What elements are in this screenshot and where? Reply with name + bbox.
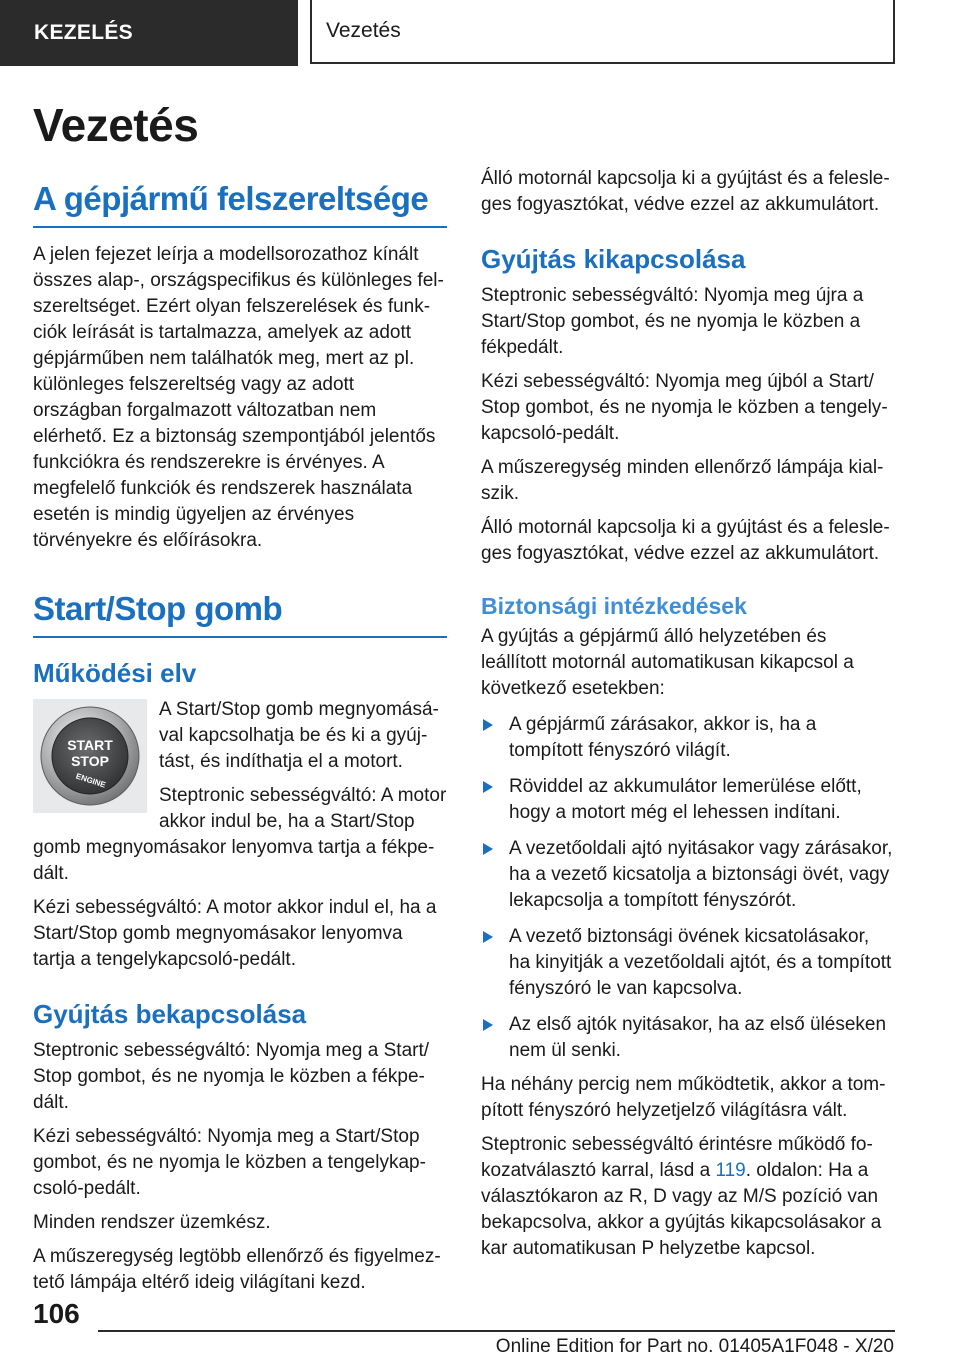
- list-item: A vezetőoldali ajtó nyitásakor vagy zárásakor, ha a vezető kicsatolja a biztonsági övét, vagy lekapcsolja a tompított fényszórót.: [481, 836, 895, 914]
- right-column: [481, 168, 895, 1262]
- edition-footer: Online Edition for Part no. 01405A1F048 - X/20: [495, 1336, 894, 1357]
- page-reference-link[interactable]: 119: [715, 1160, 746, 1181]
- paragraph-off-1: Steptronic sebességváltó: Nyomja meg újra a Start/Stop gombot, és ne nyomja le közben a fékpedált.: [481, 285, 864, 358]
- paragraph-off-4: Álló motornál kapcsolja ki a gyújtást és a felesleges fogyasztókat, védve ezzel az akkumulátort.: [481, 517, 890, 564]
- paragraph-principle-3: Kézi sebességváltó: A motor akkor indul el, ha a Start/Stop gomb megnyomásakor lenyomva tartja a tengelykapcsoló-pedált.: [33, 897, 437, 970]
- left-column: [33, 180, 447, 1296]
- triangle-bullet-icon: [483, 931, 493, 943]
- start-stop-button-icon: [38, 704, 142, 808]
- paragraph-safety: A gyújtás a gépjármű álló helyzetében és leállított motornál automatikusan kikapcsol a következő esetekben:: [481, 626, 854, 699]
- section-tab: KEZELÉS: [0, 0, 298, 66]
- page-number: 106: [33, 1298, 80, 1329]
- paragraph-principle-1: A Start/Stop gomb megnyomásával kapcsolhatja be és ki a gyújtást, és indíthatja el a motort.: [159, 699, 439, 772]
- heading-start-stop: Start/Stop gomb: [33, 590, 447, 638]
- paragraph-off-3: A műszeregység minden ellenőrző lámpája kialszik.: [481, 457, 884, 504]
- paragraph-after-2: Steptronic sebességváltó érintésre működő fokozatválasztó karral, lásd a 119. oldalon: Ha a választókaron az R, D vagy az M/S pozíció van bekapcsolva, akkor a gyújtás kikapcsolásakor a kar automatikusan P helyzetbe kapcsol.: [481, 1134, 882, 1259]
- paragraph-after-1: Ha néhány percig nem működtetik, akkor a tompított fényszóró helyzetjelző világításra vált.: [481, 1074, 886, 1121]
- button-label-stop: STOP: [71, 753, 109, 769]
- principle-block: [33, 697, 447, 887]
- safety-bullet-list: [481, 712, 895, 1064]
- chapter-tab: Vezetés: [310, 0, 895, 64]
- list-item: Röviddel az akkumulátor lemerülése előtt, hogy a motort még el lehessen indítani.: [481, 774, 895, 826]
- paragraph-off-2: Kézi sebességváltó: Nyomja meg újból a Start/ Stop gombot, és ne nyomja le közben a tengelykapcsoló-pedált.: [481, 371, 888, 444]
- page-header: [0, 0, 960, 66]
- button-label-start: START: [67, 737, 113, 753]
- paragraph-on-4: A műszeregység legtöbb ellenőrző és figyelmeztető lámpája eltérő ideig világítani kezd.: [33, 1246, 441, 1293]
- heading-ignition-on: Gyújtás bekapcsolása: [33, 999, 307, 1029]
- paragraph-on-1: Steptronic sebességváltó: Nyomja meg a Start/ Stop gombot, és ne nyomja le közben a fékpedált.: [33, 1040, 430, 1113]
- list-item: A vezető biztonsági övének kicsatolásakor, ha kinyitják a vezetőoldali ajtót, és a tompított fényszóró le van kapcsolva.: [481, 924, 895, 1002]
- triangle-bullet-icon: [483, 843, 493, 855]
- heading-principle: Működési elv: [33, 658, 197, 688]
- paragraph-on-3: Minden rendszer üzemkész.: [33, 1212, 271, 1233]
- list-item: A gépjármű zárásakor, akkor is, ha a tompított fényszóró világít.: [481, 712, 895, 764]
- footer-divider: [98, 1330, 895, 1332]
- paragraph-equipment: A jelen fejezet leírja a modellsorozathoz kínált összes alap-, országspecifikus és különleges felszereltséget. Ezért olyan felszerelések és funkciók leírását is tartalmazza, amelyek az adott gépjárműben nem találhatók meg, mert az pl. különleges felszereltség vagy az adott országban forgalmazott változatban nem elérhető. Ez a biztonság szempontjából jelentős funkciókra és rendszerekre is érvényes. A megfelelő funkciók és rendszerek használata esetén is mindig ügyeljen az érvényes törvényekre és előírásokra.: [33, 244, 444, 551]
- heading-equipment: A gépjármű felszereltsége: [33, 180, 447, 228]
- page-title: Vezetés: [33, 99, 199, 151]
- paragraph-principle-2: Steptronic sebességváltó: A motor akkor indul be, ha a Start/Stop gomb megnyomásakor lenyomva tartja a fékpedált.: [33, 785, 447, 884]
- triangle-bullet-icon: [483, 1019, 493, 1031]
- start-stop-button-image: [33, 699, 147, 813]
- triangle-bullet-icon: [483, 719, 493, 731]
- heading-ignition-off: Gyújtás kikapcsolása: [481, 244, 746, 274]
- button-label-engine: ENGINE: [74, 771, 107, 790]
- list-item: Az első ajtók nyitásakor, ha az első üléseken nem ül senki.: [481, 1012, 895, 1064]
- paragraph-on-2: Kézi sebességváltó: Nyomja meg a Start/Stop gombot, és ne nyomja le közben a tengelykapcsoló-pedált.: [33, 1126, 426, 1199]
- heading-safety: Biztonsági intézkedések: [481, 593, 747, 619]
- triangle-bullet-icon: [483, 781, 493, 793]
- paragraph-right-top: Álló motornál kapcsolja ki a gyújtást és a felesleges fogyasztókat, védve ezzel az akkumulátort.: [481, 168, 890, 215]
